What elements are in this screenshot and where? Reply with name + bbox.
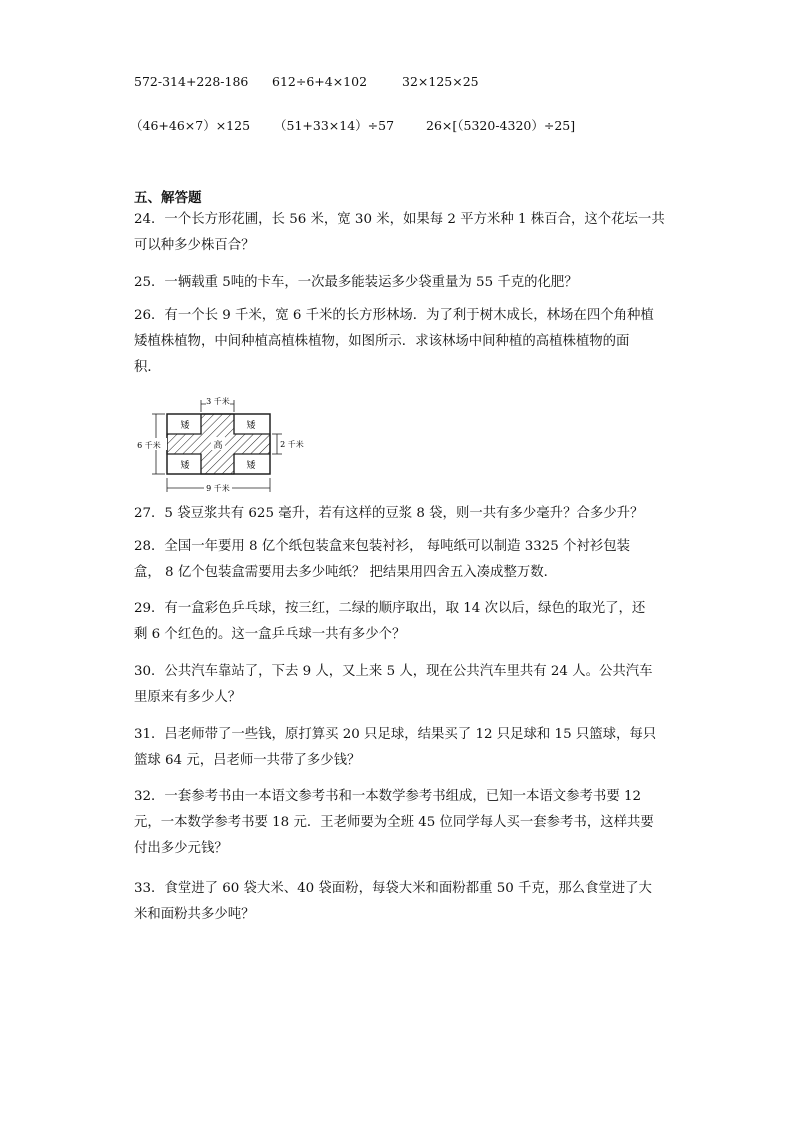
question-line: 盒， 8 亿个包装盒需要用去多少吨纸？ 把结果用四舍五入凑成整万数． xyxy=(134,565,558,580)
corner-label-bottom-right: 矮 xyxy=(246,461,256,471)
section-title: 五、解答题 xyxy=(134,190,202,206)
calc-expression: 26×[（5320-4320）÷25] xyxy=(426,118,576,133)
question-line: 里原来有多少人？ xyxy=(134,690,242,705)
question-line: 24．一个长方形花圃，长 56 米，宽 30 米，如果每 2 平方米种 1 株百合，这个花坛一共 xyxy=(134,212,665,227)
question-line: 米和面粉共多少吨？ xyxy=(134,907,255,922)
question-26 xyxy=(134,303,664,381)
question-28 xyxy=(134,534,664,586)
left-dimension-label: 6 千米 xyxy=(137,441,161,450)
question-line: 33．食堂进了 60 袋大米、40 袋面粉，每袋大米和面粉都重 50 千克，那么食堂进了大 xyxy=(134,881,652,896)
question-line: 元，一本数学参考书要 18 元．王老师要为全班 45 位同学每人买一套参考书，这样共要 xyxy=(134,815,654,830)
calc-expression: （51+33×14）÷57 xyxy=(274,118,395,133)
question-27 xyxy=(134,501,664,527)
question-33 xyxy=(134,876,664,928)
calc-expression: （46+46×7）×125 xyxy=(130,118,251,133)
question-30 xyxy=(134,659,664,711)
question-line: 32．一套参考书由一本语文参考书和一本数学参考书组成，已知一本语文参考书要 12 xyxy=(134,789,642,804)
question-line: 28．全国一年要用 8 亿个纸包装盒来包装衬衫， 每吨纸可以制造 3325 个衬衫包装 xyxy=(134,539,631,554)
question-24 xyxy=(134,207,664,259)
question-line: 31．吕老师带了一些钱，原打算买 20 只足球，结果买了 12 只足球和 15 只篮球，每只 xyxy=(134,727,657,742)
top-dimension-label: 3 千米 xyxy=(206,397,230,406)
question-line: 26．有一个长 9 千米，宽 6 千米的长方形林场．为了利于树木成长，林场在四个角种植 xyxy=(134,308,654,323)
corner-label-bottom-left: 矮 xyxy=(180,461,190,471)
question-31 xyxy=(134,722,664,774)
forest-diagram xyxy=(134,392,304,497)
question-line: 27．5 袋豆浆共有 625 毫升，若有这样的豆浆 8 袋，则一共有多少毫升？合多少升？ xyxy=(134,506,644,521)
right-dimension-label: 2 千米 xyxy=(280,440,304,449)
question-line: 25．一辆载重 5吨的卡车，一次最多能装运多少袋重量为 55 千克的化肥？ xyxy=(134,275,578,290)
calc-expression: 612÷6+4×102 xyxy=(272,74,368,89)
question-line: 积． xyxy=(134,360,161,375)
question-25 xyxy=(134,270,664,296)
calc-expression: 572-314+228-186 xyxy=(134,74,249,89)
question-line: 篮球 64 元，吕老师一共带了多少钱？ xyxy=(134,753,361,768)
question-line: 30．公共汽车靠站了，下去 9 人，又上来 5 人，现在公共汽车里共有 24 人。公共汽车 xyxy=(134,664,653,679)
calc-expression: 32×125×25 xyxy=(402,74,479,89)
corner-label-top-left: 矮 xyxy=(180,421,190,431)
question-32 xyxy=(134,784,664,862)
center-label: 高 xyxy=(213,441,223,451)
corner-label-top-right: 矮 xyxy=(246,421,256,431)
question-line: 29．有一盒彩色乒乓球，按三红，二绿的顺序取出，取 14 次以后，绿色的取光了，还 xyxy=(134,601,646,616)
question-line: 剩 6 个红色的。这一盒乒乓球一共有多少个？ xyxy=(134,627,406,642)
bottom-dimension-label: 9 千米 xyxy=(206,484,230,493)
question-line: 可以种多少株百合？ xyxy=(134,238,255,253)
question-29 xyxy=(134,596,664,648)
question-line: 付出多少元钱？ xyxy=(134,841,228,856)
question-line: 矮植株植物，中间种植高植株植物，如图所示．求该林场中间种植的高植株植物的面 xyxy=(134,334,630,349)
